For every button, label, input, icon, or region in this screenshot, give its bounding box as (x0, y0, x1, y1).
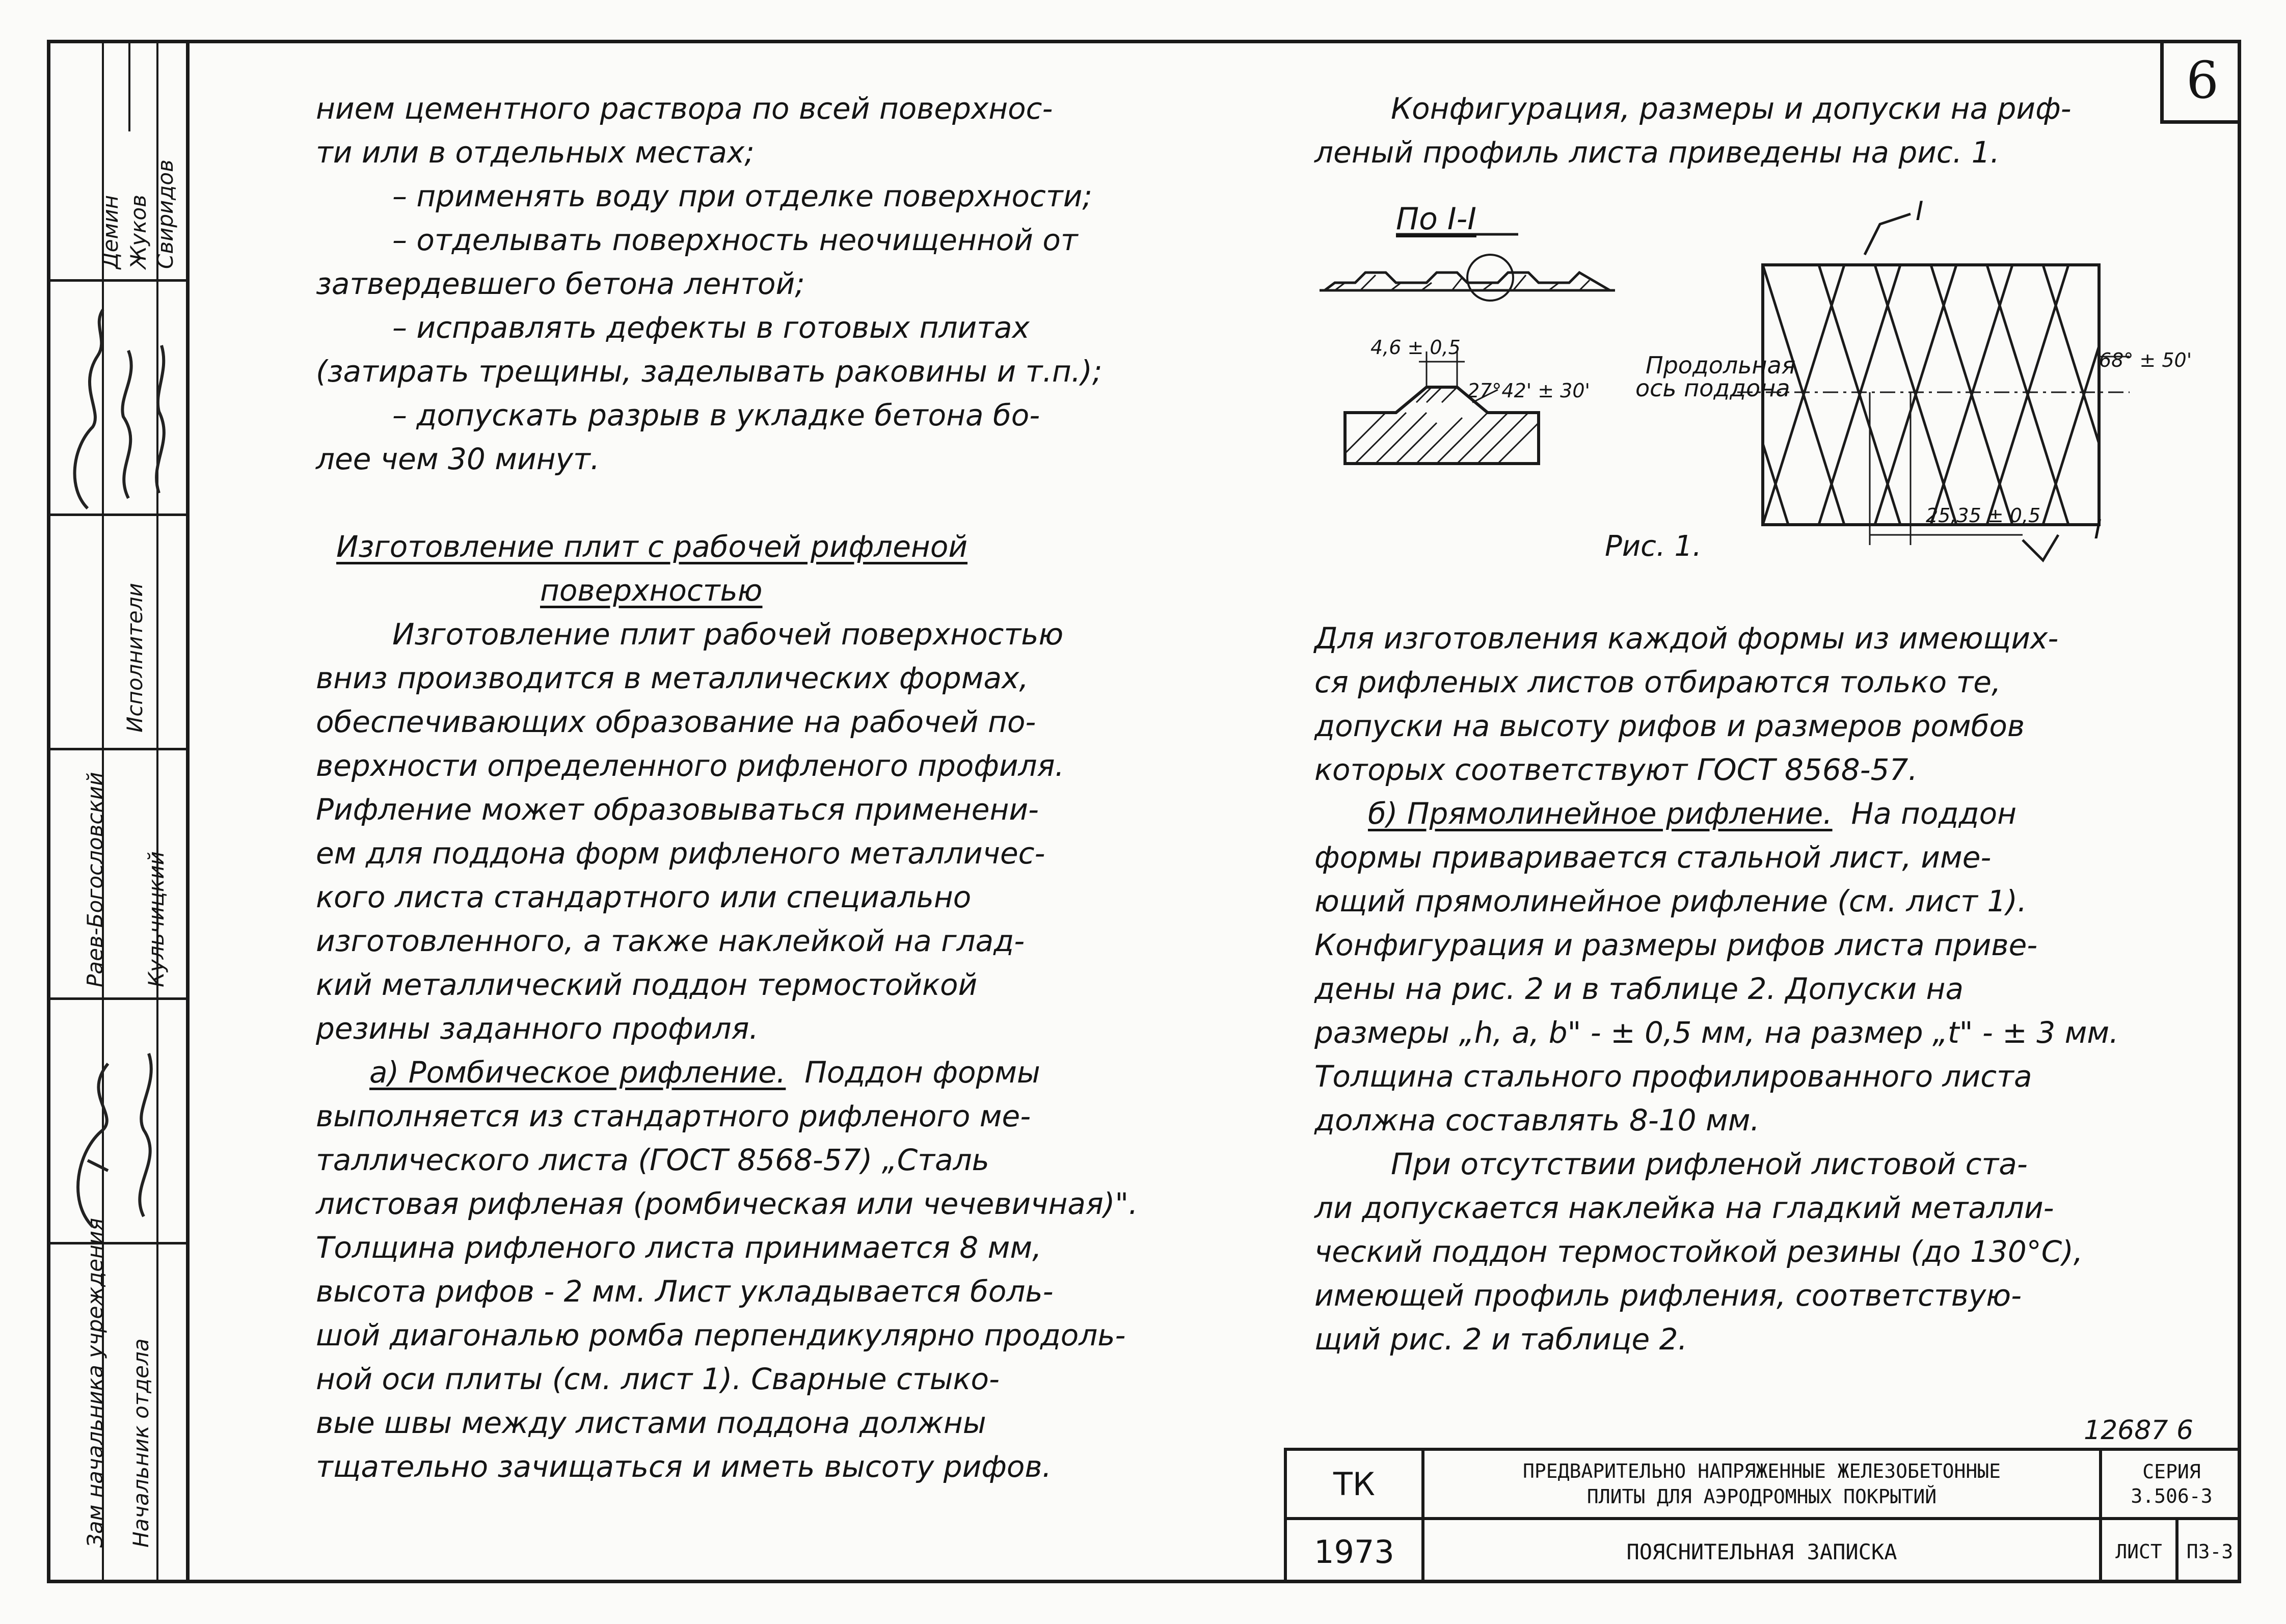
text-line: таллического листа (ГОСТ 8568-57) „Сталь (316, 1143, 989, 1177)
text-line: ся рифленых листов отбираются только те, (1314, 665, 2001, 699)
text-line: Для изготовления каждой формы из имеющих- (1314, 621, 2059, 656)
stamp-name-demin: Демин (98, 195, 123, 269)
text-line: (затирать трещины, заделывать раковины и т.п.); (316, 354, 1102, 389)
text-line: изготовленного, а также наклейкой на глад- (316, 924, 1025, 958)
text-line: нием цементного раствора по всей поверхнос- (316, 91, 1053, 126)
text-line: – исправлять дефекты в готовых плитах (392, 310, 1030, 345)
text-line: вниз производится в металлических формах, (316, 661, 1029, 695)
section-heading: Изготовление плит с рабочей рифленой (336, 529, 968, 564)
subsection-title-b: б) Прямолинейное рифление. (1368, 796, 1833, 831)
right-text-bottom (1314, 616, 2119, 1361)
text-line: леный профиль листа приведены на рис. 1. (1314, 135, 2000, 170)
signatures-top (57, 294, 184, 519)
text-line: ли допускается наклейка на гладкий металли- (1314, 1190, 2054, 1225)
text-line: При отсутствии рифленой листовой ста- (1391, 1147, 2028, 1181)
text-line: имеющей профиль рифления, соответствую- (1314, 1278, 2022, 1313)
text-line: высота рифов - 2 мм. Лист укладывается боль- (316, 1274, 1054, 1309)
stamp-name-raev: Раев-Богословский (83, 772, 107, 987)
stamp-role-deputy: Зам начальника учреждения (83, 1217, 107, 1548)
axis-label-2: ось поддона (1635, 374, 1790, 402)
signatures-bottom (57, 1008, 184, 1242)
sheet-number: 6 (2160, 40, 2241, 124)
text-line: На поддон (1851, 796, 2017, 831)
text-line: Толщина стального профилированного листа (1314, 1059, 2032, 1094)
stamp-role-head: Начальник отдела (128, 1338, 153, 1548)
subsection-title-a: а) Ромбическое рифление. (369, 1055, 786, 1090)
figure-caption: Рис. 1. (1605, 530, 1702, 563)
text-line: затвердевшего бетона лентой; (316, 266, 805, 301)
text-line: допуски на высоту рифов и размеров ромбов (1314, 709, 2025, 743)
text-line: тщательно зачищаться и иметь высоту рифов. (316, 1449, 1052, 1484)
text-line: – отделывать поверхность неочищенной от (392, 223, 1078, 257)
left-text-column (316, 87, 1138, 1488)
text-line: лее чем 30 минут. (316, 442, 600, 476)
text-line: должна составлять 8-10 мм. (1314, 1103, 1760, 1138)
stamp-name-kulchitsky: Кульчицкий (144, 851, 169, 987)
text-line: ем для поддона форм рифленого металличес- (316, 836, 1045, 871)
text-line: – применять воду при отделке поверхности; (392, 179, 1092, 213)
series-cell (2099, 1448, 2241, 1517)
text-line: дены на рис. 2 и в таблице 2. Допуски на (1314, 971, 1964, 1006)
org-cell: ТК (1284, 1448, 1421, 1517)
sheet-label-cell: ЛИСТ (2099, 1517, 2175, 1583)
text-line: Толщина рифленого листа принимается 8 мм, (316, 1230, 1042, 1265)
dim-width-label: 4,6 ± 0,5 (1370, 336, 1461, 359)
text-line: Изготовление плит рабочей поверхностью (392, 617, 1064, 652)
title-line-1: ПРЕДВАРИТЕЛЬНО НАПРЯЖЕННЫЕ ЖЕЛЕЗОБЕТОННЫЕ (1523, 1460, 2001, 1482)
angle-label: 68° ± 50' (2099, 349, 2192, 371)
year-cell: 1973 (1284, 1517, 1421, 1583)
text-line: – допускать разрыв в укладке бетона бо- (392, 398, 1040, 432)
text-line: Конфигурация и размеры рифов листа приве- (1314, 928, 2038, 962)
approval-stamp (47, 40, 190, 1583)
text-line: ющий прямолинейное рифление (см. лист 1). (1314, 884, 2027, 918)
text-line: формы приваривается стальной лист, име- (1314, 840, 1992, 875)
cut-mark-bottom: I (2094, 515, 2102, 545)
text-line: ти или в отдельных местах; (316, 135, 755, 170)
dim-angle-label: 27°42' ± 30' (1467, 380, 1590, 402)
text-line: Конфигурация, размеры и допуски на риф- (1391, 91, 2072, 126)
sheet-value-cell: ПЗ-3 (2175, 1517, 2241, 1583)
text-line: Рифление может образовываться применени- (316, 792, 1039, 827)
series-label: СЕРИЯ (2142, 1460, 2201, 1483)
title-line-2: ПЛИТЫ ДЛЯ АЭРОДРОМНЫХ ПОКРЫТИЙ (1586, 1485, 1937, 1508)
stamp-name-sviridov: Свиридов (153, 159, 178, 269)
title-block (1284, 1448, 2241, 1583)
text-line: Поддон формы (804, 1055, 1040, 1090)
text-line: кий металлический поддон термостойкой (316, 967, 978, 1002)
figure-section-label: По I-I (1396, 201, 1476, 237)
text-line: ной оси плиты (см. лист 1). Сварные стыко- (316, 1362, 1000, 1396)
text-line: кого листа стандартного или специально (316, 880, 972, 914)
text-line: выполняется из стандартного рифленого ме- (316, 1099, 1031, 1133)
text-line: верхности определенного рифленого профиля. (316, 748, 1064, 783)
stamp-role-performers: Исполнители (122, 583, 147, 733)
text-line: ческий поддон термостойкой резины (до 130°C), (1314, 1234, 2083, 1269)
right-text-top (1314, 87, 2072, 174)
text-line: щий рис. 2 и таблице 2. (1314, 1322, 1687, 1357)
document-number: 12687 6 (2084, 1415, 2194, 1446)
title-cell (1421, 1448, 2099, 1517)
text-line: резины заданного профиля. (316, 1011, 759, 1046)
section-heading-cont: поверхностью (540, 573, 763, 608)
axis-label-1: Продольная (1646, 351, 1796, 379)
cut-mark-top: I (1916, 196, 1924, 227)
text-line: вые швы между листами поддона должны (316, 1405, 986, 1440)
text-line: листовая рифленая (ромбическая или чечевичная)". (316, 1186, 1138, 1221)
text-line: которых соответствуют ГОСТ 8568-57. (1314, 752, 1918, 787)
text-line: обеспечивающих образование на рабочей по- (316, 705, 1036, 739)
series-value: 3.506-3 (2131, 1485, 2213, 1507)
dim-pitch-label: 25,35 ± 0,5 (1926, 504, 2041, 527)
doc-title-cell: ПОЯСНИТЕЛЬНАЯ ЗАПИСКА (1421, 1517, 2099, 1583)
text-line: размеры „h, a, b" - ± 0,5 мм, на размер „t" - ± 3 мм. (1314, 1015, 2119, 1050)
text-line: шой диагональю ромба перпендикулярно продоль- (316, 1318, 1126, 1352)
stamp-name-zhukov: Жуков (126, 195, 151, 269)
